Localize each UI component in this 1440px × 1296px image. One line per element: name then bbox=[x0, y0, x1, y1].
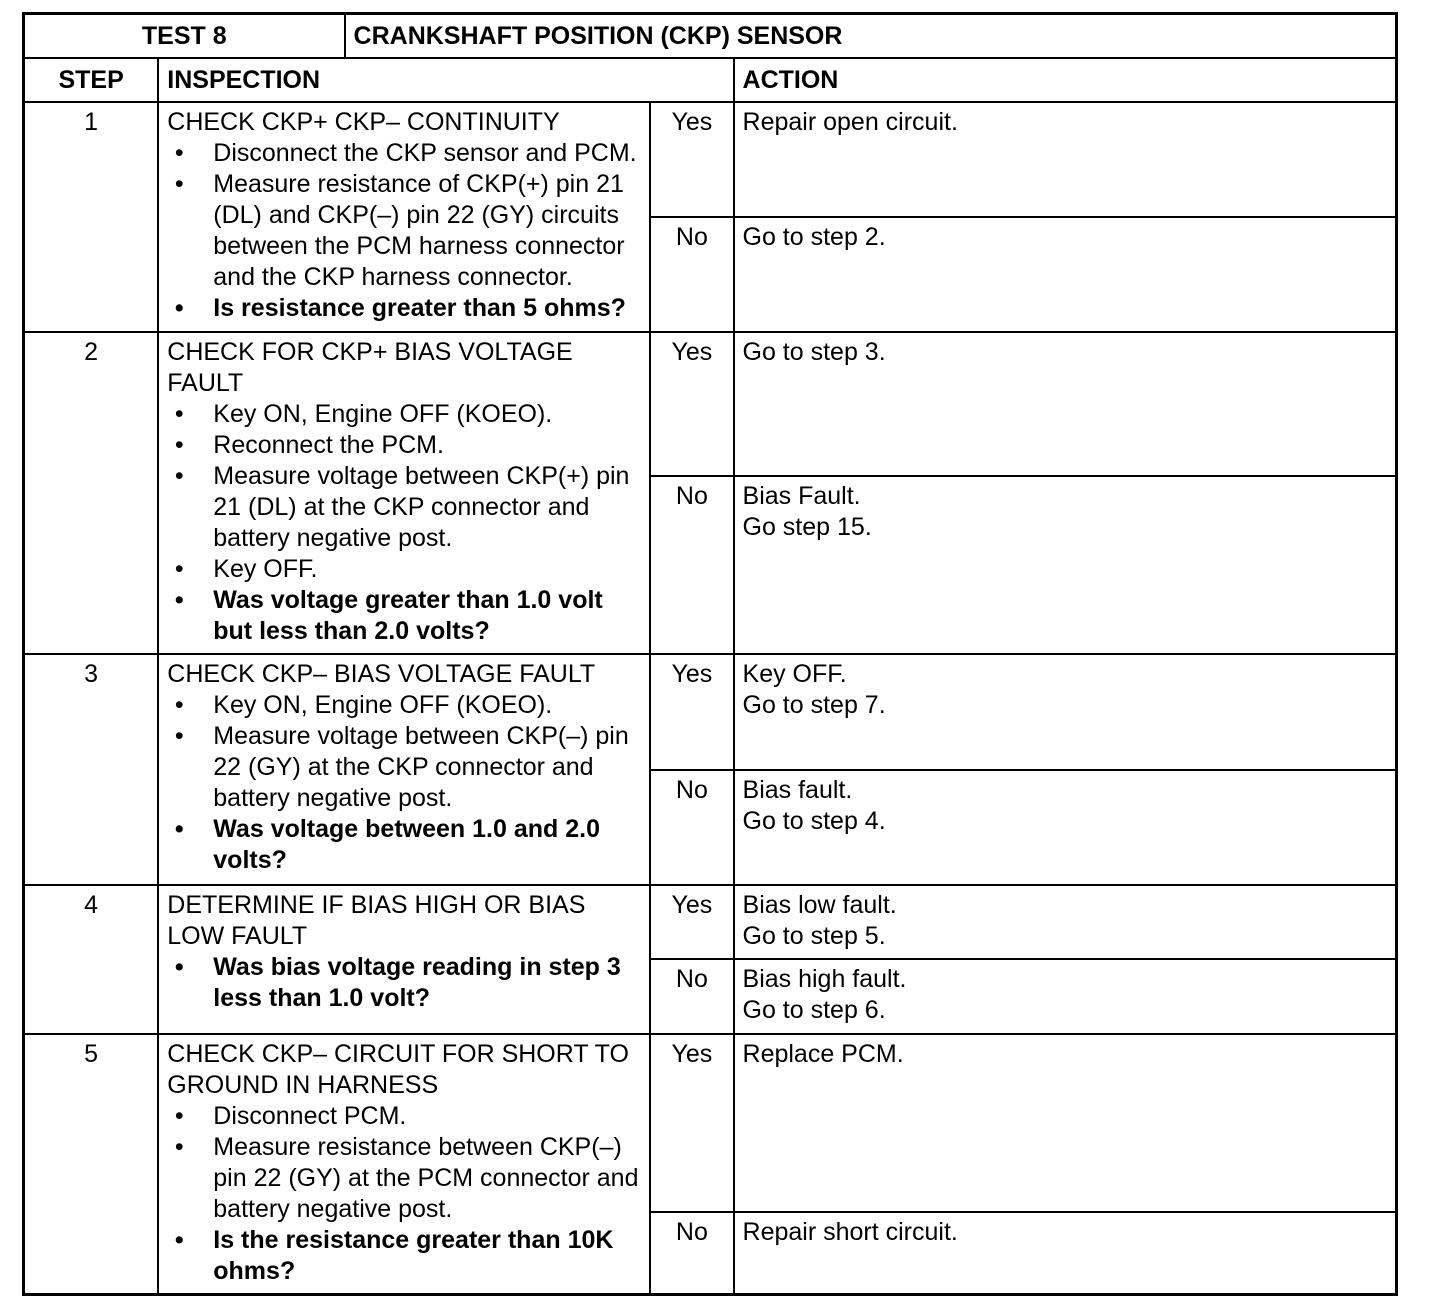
inspection-bullet bbox=[167, 721, 641, 814]
inspection-title: CHECK CKP+ CKP– CONTINUITY bbox=[167, 108, 560, 136]
step-column-header: STEP bbox=[24, 58, 159, 102]
bullet-text: Disconnect PCM. bbox=[213, 1102, 407, 1130]
step-row bbox=[24, 102, 1397, 217]
no-answer-label: No bbox=[650, 770, 733, 885]
inspection-question bbox=[167, 293, 641, 324]
action-line: Repair open circuit. bbox=[742, 108, 958, 136]
bullet-text: Reconnect the PCM. bbox=[213, 431, 444, 459]
no-action-cell bbox=[734, 1212, 1397, 1294]
step-row bbox=[24, 332, 1397, 476]
inspection-bullet bbox=[167, 169, 641, 293]
no-answer-label: No bbox=[650, 217, 733, 332]
action-line: Bias high fault. bbox=[742, 965, 907, 993]
step-number: 5 bbox=[24, 1034, 159, 1295]
action-line: Bias Fault. bbox=[742, 481, 861, 510]
bullet-text: Measure resistance of CKP(+) pin 21 (DL) and CKP(–) pin 22 (GY) circuits between the PCM harness connector and the CKP harness connector. bbox=[213, 170, 625, 291]
inspection-bullet-list bbox=[167, 399, 641, 647]
inspection-bullet bbox=[167, 690, 641, 721]
bullet-text: Measure resistance between CKP(–) pin 22 (GY) at the PCM connector and battery negative post. bbox=[213, 1133, 639, 1223]
no-answer-label: No bbox=[650, 959, 733, 1034]
bullet-text: Measure voltage between CKP(–) pin 22 (GY) at the CKP connector and battery negative post. bbox=[213, 722, 629, 812]
bullet-text: Measure voltage between CKP(+) pin 21 (DL) at the CKP connector and battery negative post. bbox=[213, 462, 630, 552]
column-header-row bbox=[24, 58, 1397, 102]
step-number: 4 bbox=[24, 885, 159, 1034]
inspection-title: DETERMINE IF BIAS HIGH OR BIAS LOW FAULT bbox=[167, 891, 586, 950]
no-answer-label: No bbox=[650, 476, 733, 654]
yes-answer-label: Yes bbox=[650, 654, 733, 770]
inspection-column-header: INSPECTION bbox=[158, 58, 733, 102]
yes-action-cell bbox=[734, 1034, 1397, 1212]
test-title: CRANKSHAFT POSITION (CKP) SENSOR bbox=[345, 14, 1397, 59]
bullet-text: Key ON, Engine OFF (KOEO). bbox=[213, 691, 553, 719]
bullet-icon: • bbox=[174, 555, 184, 583]
bullet-text: Was bias voltage reading in step 3 less than 1.0 volt? bbox=[213, 953, 621, 1012]
step-number: 2 bbox=[24, 332, 159, 654]
inspection-question bbox=[167, 585, 641, 647]
title-row bbox=[24, 14, 1397, 59]
inspection-cell bbox=[158, 332, 650, 654]
yes-action-cell bbox=[734, 102, 1397, 217]
bullet-icon: • bbox=[174, 462, 184, 490]
action-line: Go to step 5. bbox=[742, 922, 886, 950]
inspection-bullet-list bbox=[167, 138, 641, 324]
bullet-icon: • bbox=[174, 953, 184, 981]
action-line: Key OFF. bbox=[742, 660, 847, 688]
action-line: Repair short circuit. bbox=[742, 1218, 958, 1247]
bullet-text: Disconnect the CKP sensor and PCM. bbox=[213, 139, 637, 167]
inspection-bullet bbox=[167, 554, 641, 585]
step-row bbox=[24, 654, 1397, 770]
inspection-bullet bbox=[167, 138, 641, 169]
bullet-icon: • bbox=[174, 139, 184, 167]
step-row bbox=[24, 885, 1397, 959]
no-action-cell bbox=[734, 476, 1397, 654]
yes-action-cell bbox=[734, 332, 1397, 476]
step-row bbox=[24, 1034, 1397, 1212]
action-line: Bias fault. bbox=[742, 776, 853, 804]
inspection-bullet-list bbox=[167, 1101, 641, 1287]
bullet-icon: • bbox=[174, 815, 184, 843]
yes-answer-label: Yes bbox=[650, 332, 733, 476]
action-line: Go to step 3. bbox=[742, 338, 886, 366]
inspection-bullet bbox=[167, 1101, 641, 1132]
inspection-question bbox=[167, 1225, 641, 1287]
inspection-bullet bbox=[167, 461, 641, 554]
inspection-cell bbox=[158, 102, 650, 332]
yes-action-cell bbox=[734, 654, 1397, 770]
bullet-icon: • bbox=[174, 431, 184, 459]
diagnostic-table bbox=[22, 12, 1398, 1296]
no-answer-label: No bbox=[650, 1212, 733, 1294]
bullet-text: Was voltage between 1.0 and 2.0 volts? bbox=[213, 815, 600, 874]
bullet-text: Was voltage greater than 1.0 volt but less than 2.0 volts? bbox=[213, 586, 603, 645]
inspection-bullet bbox=[167, 399, 641, 430]
inspection-title: CHECK FOR CKP+ BIAS VOLTAGE FAULT bbox=[167, 338, 573, 397]
no-action-cell bbox=[734, 959, 1397, 1034]
bullet-icon: • bbox=[174, 1226, 184, 1254]
inspection-question bbox=[167, 952, 641, 1014]
inspection-bullet bbox=[167, 1132, 641, 1225]
inspection-title: CHECK CKP– BIAS VOLTAGE FAULT bbox=[167, 660, 596, 688]
step-number: 1 bbox=[24, 102, 159, 332]
action-line: Go to step 7. bbox=[742, 691, 886, 719]
action-line: Bias low fault. bbox=[742, 891, 897, 919]
bullet-icon: • bbox=[174, 586, 184, 614]
no-action-cell bbox=[734, 217, 1397, 332]
yes-answer-label: Yes bbox=[650, 885, 733, 959]
inspection-question bbox=[167, 814, 641, 876]
action-line: Replace PCM. bbox=[742, 1040, 904, 1068]
step-number: 3 bbox=[24, 654, 159, 885]
no-action-cell bbox=[734, 770, 1397, 885]
bullet-icon: • bbox=[174, 722, 184, 750]
action-line: Go to step 2. bbox=[742, 223, 886, 251]
bullet-text: Is the resistance greater than 10K ohms? bbox=[213, 1226, 614, 1285]
inspection-title: CHECK CKP– CIRCUIT FOR SHORT TO GROUND IN HARNESS bbox=[167, 1040, 629, 1099]
yes-action-cell bbox=[734, 885, 1397, 959]
bullet-text: Key OFF. bbox=[213, 555, 318, 583]
action-line: Go to step 4. bbox=[742, 807, 886, 835]
yes-answer-label: Yes bbox=[650, 1034, 733, 1212]
inspection-cell bbox=[158, 885, 650, 1034]
bullet-text: Is resistance greater than 5 ohms? bbox=[213, 294, 626, 322]
bullet-icon: • bbox=[174, 691, 184, 719]
action-line: Go to step 6. bbox=[742, 996, 886, 1024]
inspection-bullet-list bbox=[167, 690, 641, 876]
bullet-icon: • bbox=[174, 170, 184, 198]
bullet-icon: • bbox=[174, 1133, 184, 1161]
bullet-text: Key ON, Engine OFF (KOEO). bbox=[213, 400, 553, 428]
inspection-bullet bbox=[167, 430, 641, 461]
inspection-cell bbox=[158, 654, 650, 885]
yes-answer-label: Yes bbox=[650, 102, 733, 217]
action-line: Go step 15. bbox=[742, 512, 872, 541]
bullet-icon: • bbox=[174, 1102, 184, 1130]
bullet-icon: • bbox=[174, 400, 184, 428]
bullet-icon: • bbox=[174, 294, 184, 322]
inspection-cell bbox=[158, 1034, 650, 1295]
inspection-bullet-list bbox=[167, 952, 641, 1014]
test-label: TEST 8 bbox=[24, 14, 345, 59]
action-column-header: ACTION bbox=[734, 58, 1397, 102]
